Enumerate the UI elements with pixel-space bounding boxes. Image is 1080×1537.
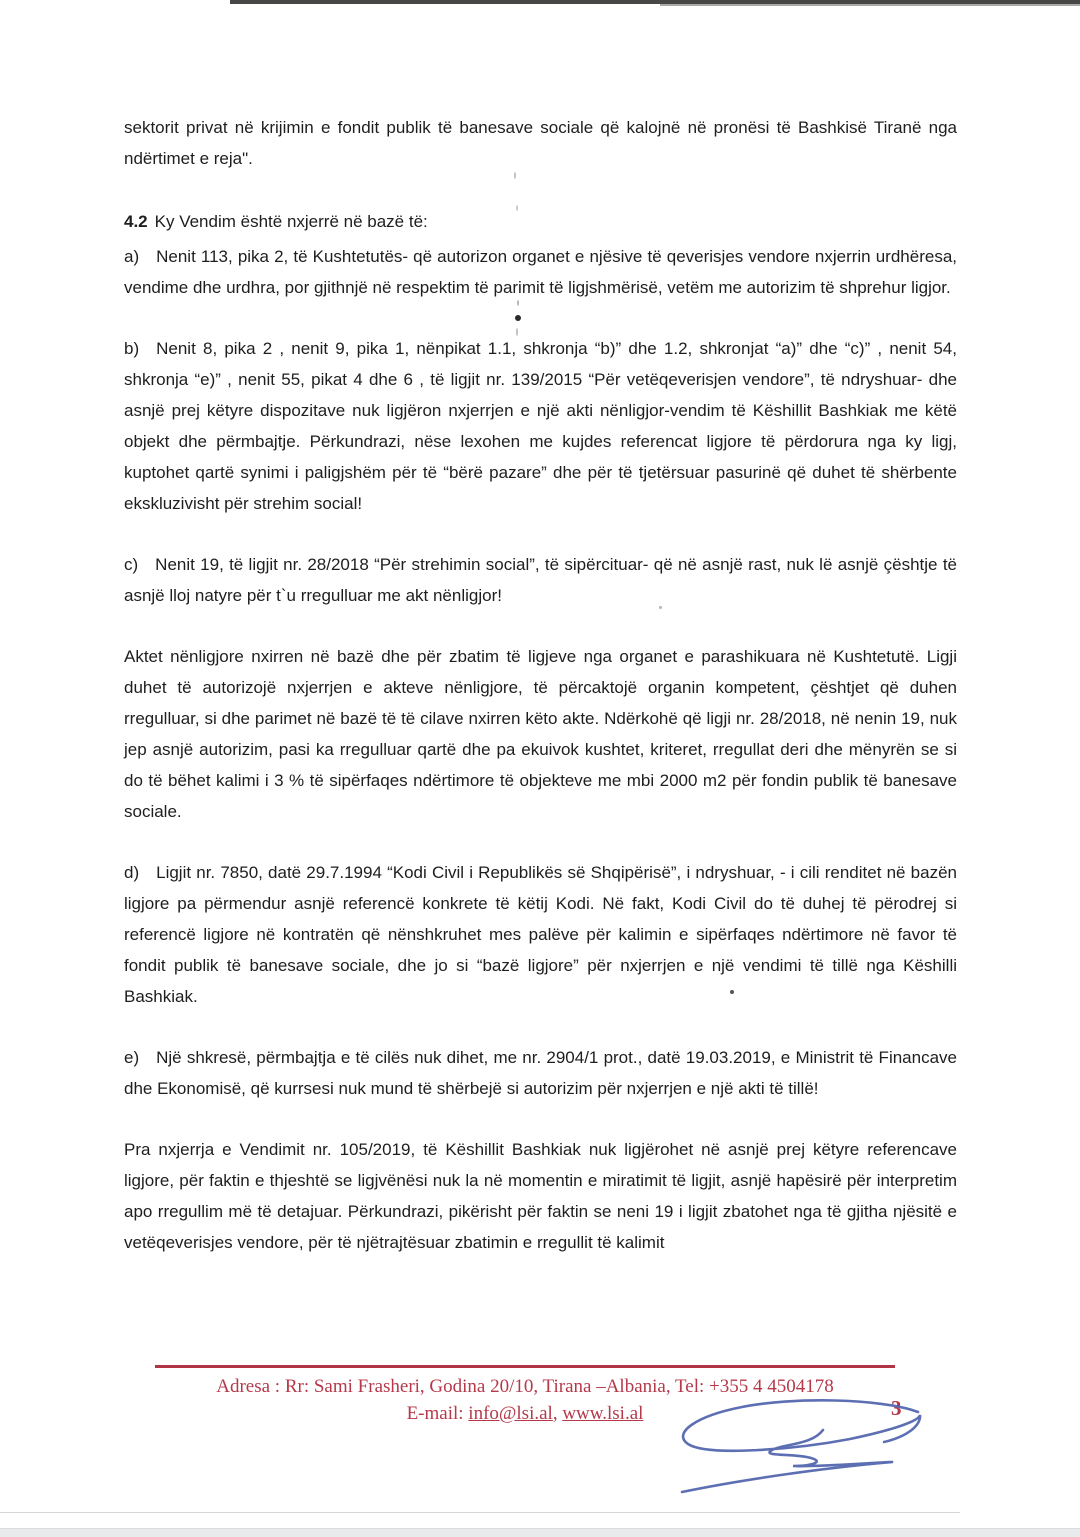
scan-speck xyxy=(515,315,521,321)
paragraph-text: Aktet nënligjore nxirren në bazë dhe për zbatim të ligjeve nga organet e parashikuara në Kushtetutë. Ligji duhet të autorizojë nxjerrjen e akteve nënligjore, të përcaktojë organin kompetent, çështjet që duhen rregulluar, si dhe parimet në bazë të të cilave nxirren këto akte. Ndërkohë që ligji nr. 28/2018, në nenin 19, nuk jep asnjë autorizim, pasi ka rregulluar qartë dhe pa ekuivok kushtet, kriteret, rregullat deri dhe mënyrën se si do të bëhet kalimi i 3 % të sipërfaqes ndërtimore të objekteve me mbi 2000 m2 për fondin publik të banesave sociale. xyxy=(124,647,957,821)
scan-speck xyxy=(516,205,518,211)
footer-divider-rule xyxy=(155,1365,895,1368)
document-text-block xyxy=(124,112,957,1288)
list-item-d xyxy=(124,857,957,1012)
email-label: E-mail: xyxy=(406,1403,469,1424)
scan-speck xyxy=(516,328,518,336)
page-number: 3 xyxy=(891,1396,902,1420)
item-text-a: Nenit 113, pika 2, të Kushtetutës- që autorizon organet e njësive të qeverisjes vendore nxjerrin urdhëresa, vendime dhe urdhra, por gjithnjë në respektim të parimit të ligjshmërisë, vetëm me autorizim të shprehur ligjor. xyxy=(124,247,957,297)
scan-speck xyxy=(514,172,516,179)
list-item-b xyxy=(124,333,957,519)
heading-text: Ky Vendim është nxjerrë në bazë të: xyxy=(154,212,428,231)
scan-speck xyxy=(517,300,519,306)
item-text-c: Nenit 19, të ligjit nr. 28/2018 “Për strehimin social”, të sipërcituar- që në asnjë rast, nuk lë asnjë çështje të asnjë lloj natyre për t`u rregulluar me akt nënligjor! xyxy=(124,555,957,605)
email-link[interactable]: info@lsi.al xyxy=(468,1403,553,1424)
scan-edge-artifact-bottom xyxy=(0,1512,960,1513)
paragraph-aktet xyxy=(124,641,957,827)
item-text-d: Ligjit nr. 7850, datë 29.7.1994 “Kodi Civil i Republikës së Shqipërisë”, i ndryshuar, - i cili renditet në bazën ligjore pa përmendur asnjë referencë konkrete të këtij Kodi. Në fakt, Kodi Civil do të duhej të përodrej si referencë ligjore në kontratën që nënshkruhet mes palëve për kalimin e sipërfaqes ndërtimore në favor të fondit publik të banesave sociale, dhe jo si “bazë ligjore” për nxjerrjen e një vendimi të tillë nga Këshilli Bashkiak. xyxy=(124,863,957,1006)
paragraph-text: Pra nxjerrja e Vendimit nr. 105/2019, të Këshillit Bashkiak nuk ligjërohet në asnjë prej këtyre referencave ligjore, për faktin e thjeshtë se ligjvënësi nuk la në momentin e miratimit të ligjit, asnjë hapësirë për interpretim apo rregullim më të detajuar. Përkundrazi, pikërisht për faktin se neni 19 i ligjit zbatohet nga të gjitha njësitë e vetëqeverisjes vendore, për të njëtrajtësuar zbatimin e rregullit të kalimit xyxy=(124,1140,957,1252)
scan-edge-artifact-top-light xyxy=(660,4,1080,6)
item-label-e: e) xyxy=(124,1048,140,1067)
list-item-c xyxy=(124,549,957,611)
paragraph-conclusion xyxy=(124,1134,957,1258)
list-item-a xyxy=(124,241,957,303)
item-label-d: d) xyxy=(124,863,140,882)
signature-icon xyxy=(660,1388,960,1498)
item-label-c: c) xyxy=(124,555,139,574)
section-heading-4-2 xyxy=(124,206,957,237)
links-separator: , xyxy=(552,1403,563,1424)
item-label-a: a) xyxy=(124,247,140,266)
item-text-b: Nenit 8, pika 2 , nenit 9, pika 1, nënpikat 1.1, shkronja “b)” dhe 1.2, shkronjat “a)” dhe “c)” , nenit 54, shkronja “e)” , nenit 55, pikat 4 dhe 6 , të ligjit nr. 139/2015 “Për vetëqeverisjen vendore”, të ndryshuar- dhe asnjë prej këtyre dispozitave nuk ligjëron nxjerrjen e një akti nënligjor-vendim të Këshillit Bashkiak me këtë objekt dhe përmbajtje. Përkundrazi, nëse lexohen me kujdes referencat ligjore të përdorura nga ky ligj, kuptohet qartë synimi i paligjshëm për të “bërë pazare” dhe për të tjetërsuar pasurinë që duhet të shërbente ekskluzivisht për strehim social! xyxy=(124,339,957,513)
paragraph-text: sektorit privat në krijimin e fondit publik të banesave sociale që kalojnë në pronësi të Bashkisë Tiranë nga ndërtimet e reja". xyxy=(124,118,957,168)
item-text-e: Një shkresë, përmbajtja e të cilës nuk dihet, me nr. 2904/1 prot., datë 19.03.2019, e Ministrit të Financave dhe Ekonomisë, që kurrsesi nuk mund të shërbejë si autorizim për nxjerrjen e një akti të tillë! xyxy=(124,1048,957,1098)
scan-speck xyxy=(659,606,662,609)
footer-address-line: Adresa : Rr: Sami Frasheri, Godina 20/10, Tirana –Albania, Tel: +355 4 4504178 xyxy=(216,1376,834,1397)
item-label-b: b) xyxy=(124,339,140,358)
website-link[interactable]: www.lsi.al xyxy=(562,1403,644,1424)
section-number: 4.2 xyxy=(124,212,148,231)
paragraph-continuation xyxy=(124,112,957,174)
list-item-e xyxy=(124,1042,957,1104)
scan-edge-strip-bottom xyxy=(0,1528,1080,1537)
scan-speck xyxy=(730,990,734,994)
